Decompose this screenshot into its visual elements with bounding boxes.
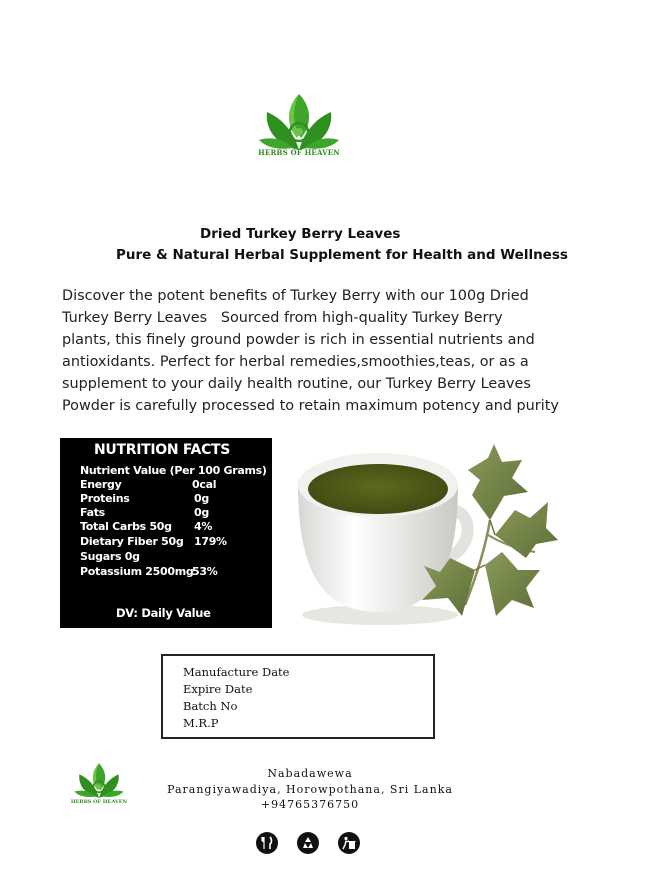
nutrition-value: 0g	[194, 492, 209, 505]
nutrition-value: 0g	[194, 506, 209, 519]
batch-no-label: Batch No	[183, 699, 238, 713]
address-line-1: Nabadawewa	[267, 767, 353, 780]
description-line: Powder is carefully processed to retain maximum potency and purity	[62, 398, 559, 414]
description-line: Turkey Berry Leaves Sourced from high-quality Turkey Berry	[62, 310, 503, 326]
nutrition-label: Fats	[80, 506, 105, 519]
recycle-icon	[297, 832, 319, 854]
mrp-label: M.R.P	[183, 716, 219, 730]
brand-logo-small-text: HERBS OF HEAVEN	[70, 799, 128, 805]
nutrition-value: 0cal	[192, 478, 217, 491]
nutrition-subheading: Nutrient Value (Per 100 Grams)	[80, 464, 267, 477]
nutrition-title: NUTRITION FACTS	[94, 442, 231, 458]
daily-value-note: DV: Daily Value	[116, 606, 211, 620]
description-line: supplement to your daily health routine, our Turkey Berry Leaves	[62, 376, 531, 392]
nutrition-label: Sugars 0g	[80, 550, 140, 563]
nutrition-label: Dietary Fiber 50g	[80, 535, 184, 548]
nutrition-label: Potassium 2500mg	[80, 565, 194, 578]
product-description	[62, 285, 562, 417]
product-title: Dried Turkey Berry Leaves	[200, 226, 401, 242]
nutrition-label: Energy	[80, 478, 122, 491]
address-line-2: Parangiyawadiya, Horowpothana, Sri Lanka	[167, 783, 453, 796]
nutrition-value: 179%	[194, 535, 227, 548]
batch-info-box	[161, 654, 435, 739]
description-line: Discover the potent benefits of Turkey Berry with our 100g Dried	[62, 288, 529, 304]
dispose-bin-icon	[338, 832, 360, 854]
nutrition-value: 4%	[194, 520, 213, 533]
nutrition-facts-panel	[60, 438, 272, 628]
description-line: antioxidants. Perfect for herbal remedies,smoothies,teas, or as a	[62, 354, 529, 370]
brand-logo-text: HERBS OF HEAVEN	[258, 148, 340, 157]
nutrition-value: 53%	[192, 565, 218, 578]
nutrition-label: Total Carbs 50g	[80, 520, 172, 533]
phone-number: +94765376750	[260, 798, 360, 811]
fork-knife-icon	[256, 832, 278, 854]
manufacture-date-label: Manufacture Date	[183, 665, 290, 679]
product-subtitle: Pure & Natural Herbal Supplement for Health and Wellness	[116, 247, 568, 263]
nutrition-label: Proteins	[80, 492, 130, 505]
description-line: plants, this finely ground powder is rich in essential nutrients and	[62, 332, 535, 348]
tea-cup-and-leaves-image	[290, 440, 560, 640]
expire-date-label: Expire Date	[183, 682, 253, 696]
